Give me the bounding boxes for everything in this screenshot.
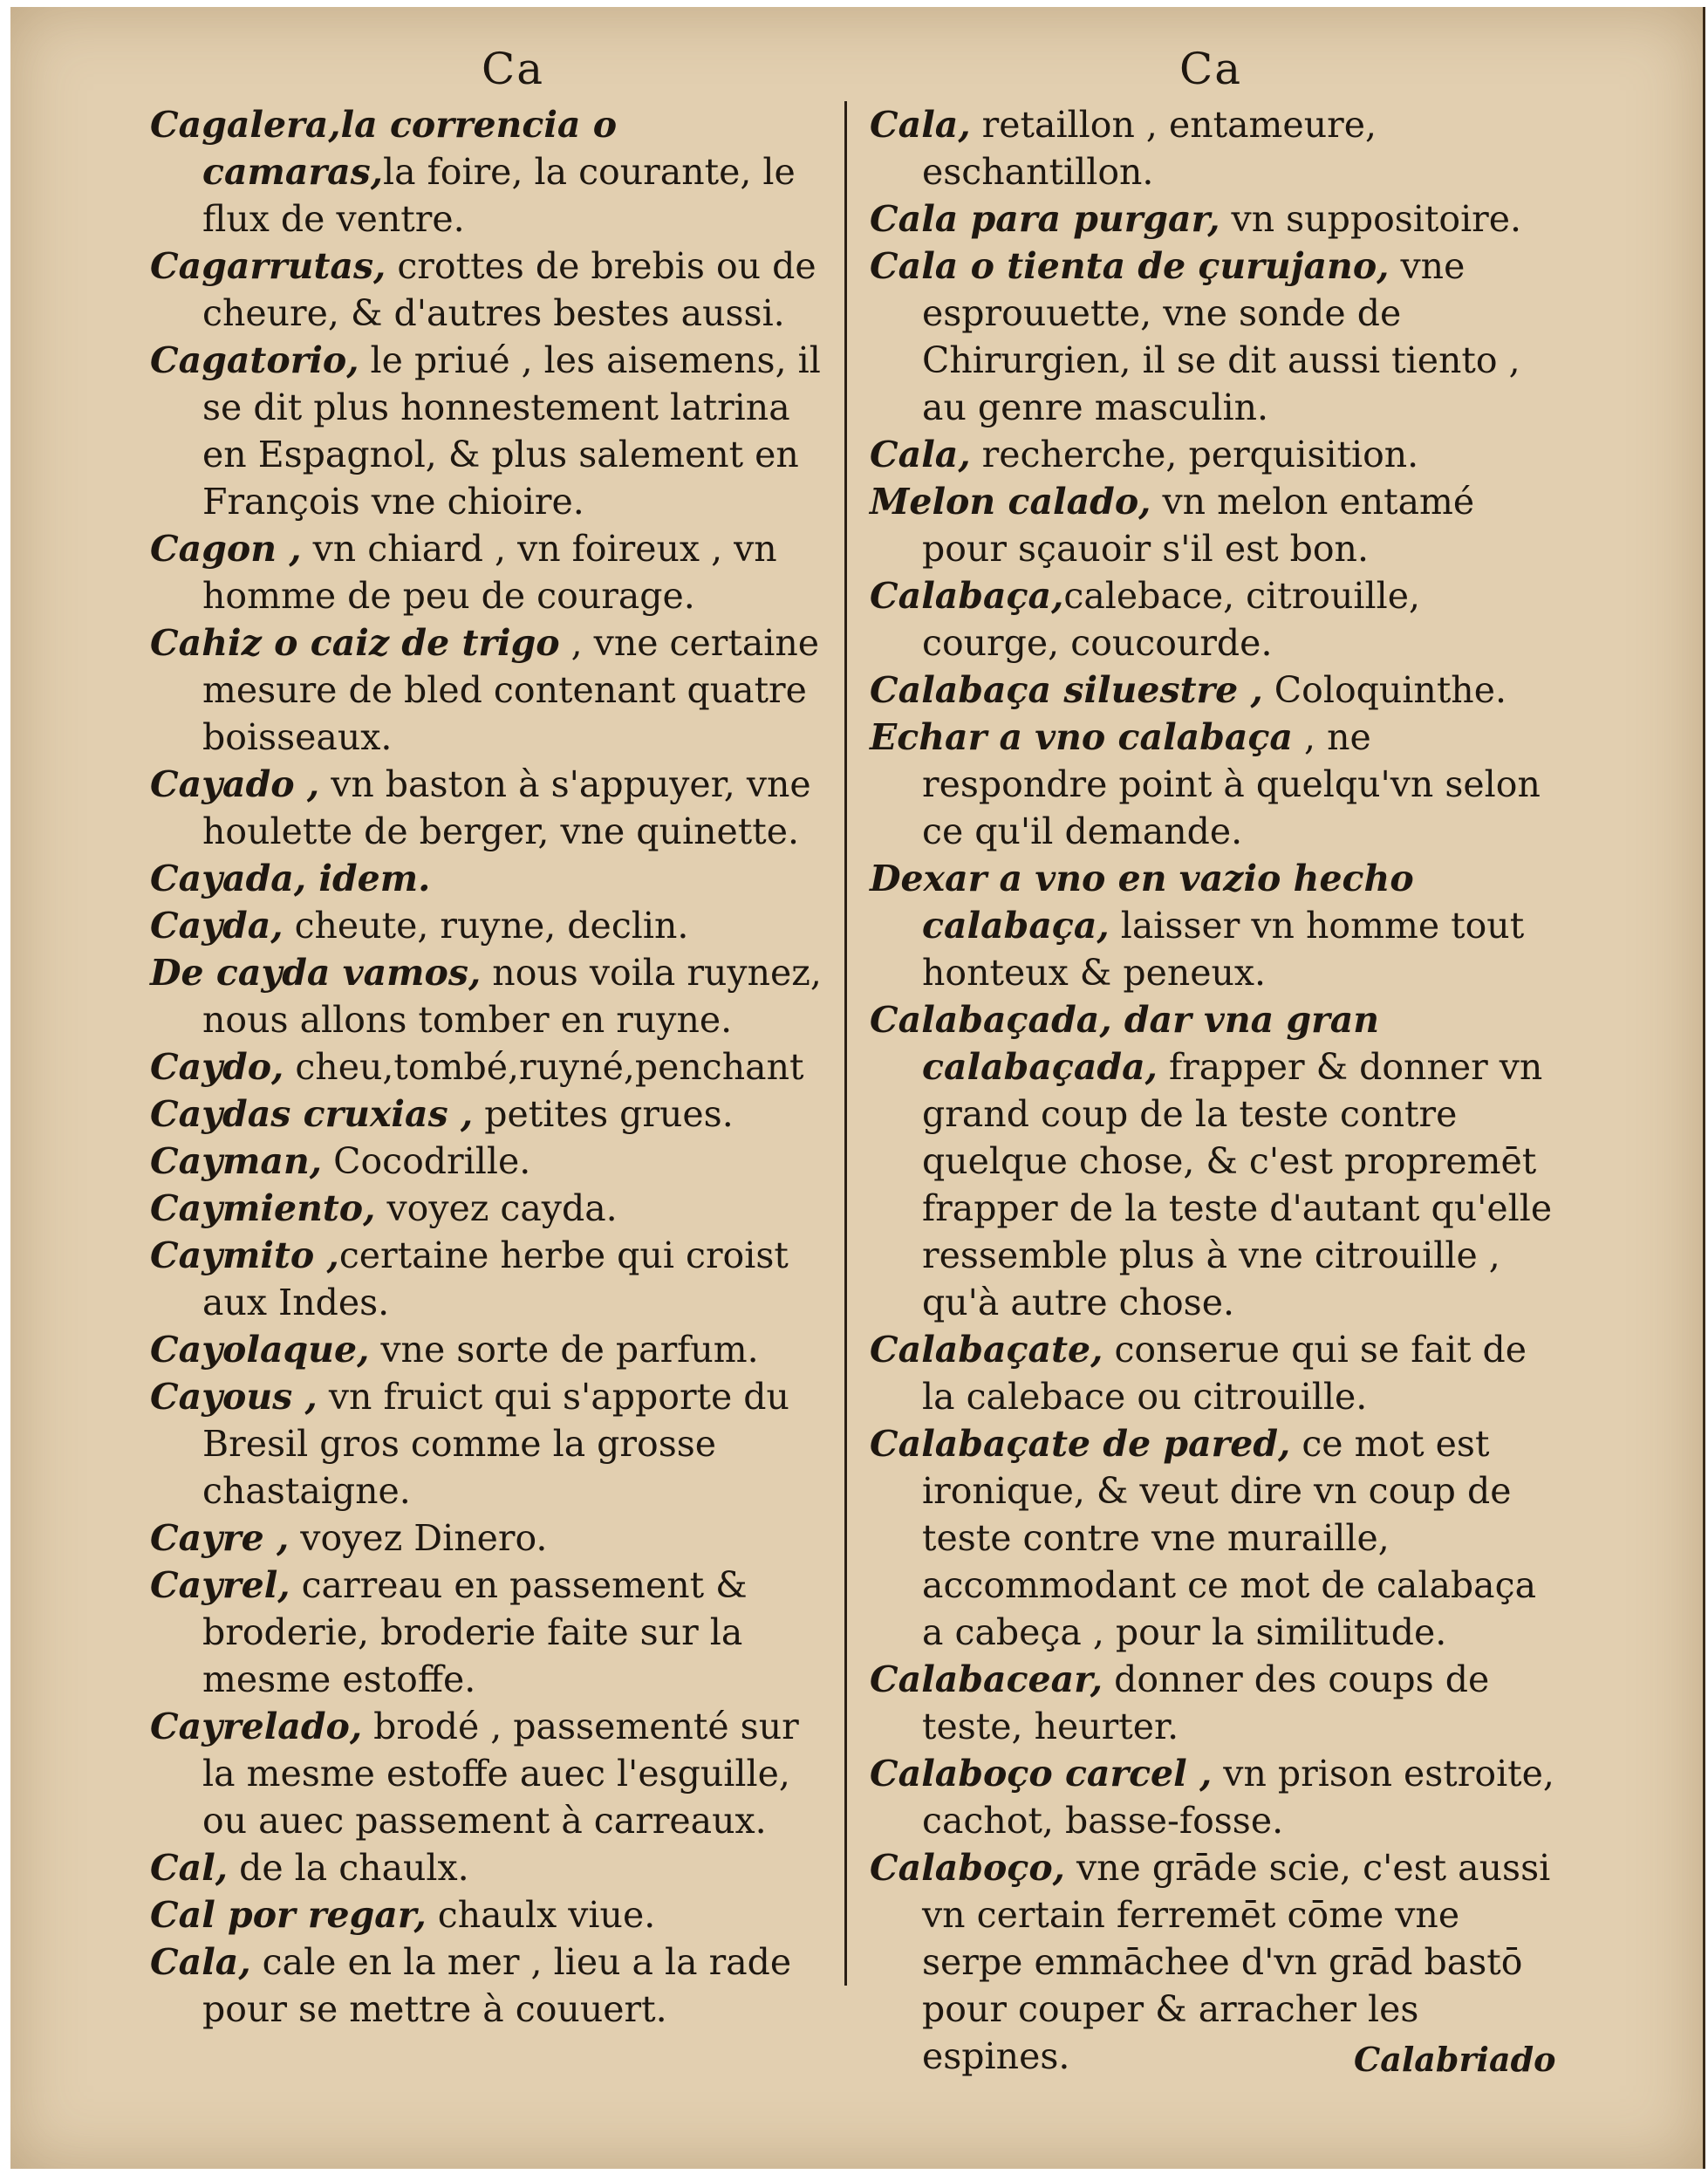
entry [870, 714, 1559, 855]
headword: Caymito , [150, 1234, 339, 1276]
entry [870, 195, 1559, 243]
entry [870, 243, 1559, 431]
entry [870, 855, 1559, 996]
definition: donner des coups de teste, heurter. [922, 1658, 1490, 1747]
headword: Cal, [150, 1847, 229, 1889]
entry [150, 1703, 830, 1844]
headword: Cal por regar, [150, 1894, 427, 1936]
entry [150, 1090, 830, 1138]
headword: Cala, [870, 104, 971, 146]
headword: Melon calado, [870, 481, 1151, 523]
headword: Cayre , [150, 1517, 290, 1559]
headword: Calabaça siluestre , [870, 669, 1263, 711]
headword: Caydo, [150, 1046, 284, 1088]
column-divider [844, 101, 847, 1986]
headword: Cayous , [150, 1376, 318, 1418]
left-running-head: Ca [482, 44, 545, 94]
definition: vne grāde scie, c'est aussi vn certain ferremēt cōme vne serpe emmāchee d'vn grād bastō pour couper & arracher les espines. [922, 1847, 1551, 2077]
headword: Calabaçate de pared, [870, 1423, 1291, 1465]
headword: Cala, [150, 1941, 251, 1983]
entry [870, 1326, 1559, 1420]
entry [150, 1938, 830, 2033]
headword: De cayda vamos, [150, 952, 482, 994]
definition: Cocodrille. [322, 1140, 531, 1182]
entry [150, 1185, 830, 1232]
definition: vn melon entamé pour sçauoir s'il est bon. [922, 481, 1475, 570]
definition: laisser vn homme tout honteux & peneux. [922, 905, 1525, 994]
headword: Cayado , [150, 763, 320, 805]
entry [870, 996, 1559, 1326]
headword: Cayman, [150, 1140, 323, 1182]
entry [150, 1891, 830, 1938]
entry [150, 855, 830, 902]
headword: Cayrelado, [150, 1706, 363, 1747]
definition: voyez Dinero. [289, 1517, 548, 1559]
headword: Cagarrutas, [150, 245, 386, 287]
definition: crottes de brebis ou de cheure, & d'autres bestes aussi. [202, 245, 816, 334]
headword: Cala para purgar, [870, 198, 1220, 240]
entry [150, 525, 830, 619]
headword: Cahiz o caiz de trigo [150, 622, 560, 664]
headword: Cala, [870, 434, 971, 475]
entry [150, 1232, 830, 1326]
definition: Coloquinthe. [1262, 669, 1506, 711]
entry [150, 619, 830, 761]
headword: Cayolaque, [150, 1329, 370, 1371]
page [10, 7, 1705, 2169]
entry [150, 243, 830, 337]
entry [150, 337, 830, 525]
definition: petites grues. [473, 1093, 734, 1135]
entry [150, 949, 830, 1043]
entry [150, 902, 830, 949]
catchword: Calabriado [1354, 2040, 1556, 2079]
definition: la foire, la courante, le flux de ventre. [202, 151, 796, 240]
headword: Cayda, [150, 905, 284, 947]
headword: Cayrel, [150, 1564, 290, 1606]
definition: cheute, ruyne, declin. [283, 905, 689, 947]
headword: Calabaça, [870, 575, 1064, 617]
entry [870, 667, 1559, 714]
definition: brodé , passementé sur la mesme estoffe auec l'esguille, ou auec passement à carreaux. [202, 1706, 799, 1842]
entry [150, 1373, 830, 1514]
headword: Cayada, idem. [150, 858, 431, 899]
definition: vn baston à s'appuyer, vne houlette de berger, vne quinette. [202, 763, 811, 852]
definition: le priué , les aisemens, il se dit plus honnestement latrina en Espagnol, & plus salement en François vne chioire. [202, 339, 821, 523]
definition: vn prison estroite, cachot, basse-fosse. [922, 1753, 1554, 1842]
definition: nous voila ruynez, nous allons tomber en ruyne. [202, 952, 822, 1041]
entry [150, 1326, 830, 1373]
entry [150, 761, 830, 855]
entry [150, 101, 830, 243]
definition: frapper & donner vn grand coup de la teste contre quelque chose, & c'est propremēt frapper de la teste d'autant qu'elle ressemble plus à vne citrouille , qu'à autre chose. [922, 1046, 1553, 1323]
entry [870, 431, 1559, 478]
definition: ce mot est ironique, & veut dire vn coup de teste contre vne muraille, accommodant ce mot de calabaça a cabeça , pour la similitude. [922, 1423, 1537, 1653]
headword: Calaboço, [870, 1847, 1065, 1889]
entry [150, 1043, 830, 1090]
entry [870, 1420, 1559, 1656]
definition: , vne certaine mesure de bled contenant quatre boisseaux. [202, 622, 820, 758]
entry [150, 1514, 830, 1562]
definition: retaillon , entameure, eschantillon. [922, 104, 1377, 193]
headword: Cala o tienta de çurujano, [870, 245, 1390, 287]
entry [870, 101, 1559, 195]
headword: Caymiento, [150, 1187, 376, 1229]
headword: Calabaçada, dar vna gran calabaçada, [870, 999, 1380, 1088]
entry [870, 572, 1559, 667]
definition: chaulx viue. [426, 1894, 656, 1936]
definition: voyez cayda. [375, 1187, 618, 1229]
headword: Caydas cruxias , [150, 1093, 474, 1135]
headword: Calaboço carcel , [870, 1753, 1213, 1795]
headword: Cagon , [150, 528, 302, 570]
definition: vne sorte de parfum. [369, 1329, 759, 1371]
headword: Cagatorio, [150, 339, 359, 381]
definition: vn fruict qui s'apporte du Bresil gros comme la grosse chastaigne. [202, 1376, 789, 1512]
entry [870, 1750, 1559, 1844]
right-column [870, 101, 1559, 2080]
definition: certaine herbe qui croist aux Indes. [202, 1234, 789, 1323]
left-column [150, 101, 830, 2033]
entry [150, 1844, 830, 1891]
definition: conserue qui se fait de la calebace ou citrouille. [922, 1329, 1527, 1418]
headword: Calabaçate, [870, 1329, 1103, 1371]
definition: carreau en passement & broderie, broderie faite sur la mesme estoffe. [202, 1564, 748, 1700]
right-running-head: Ca [1179, 44, 1243, 94]
definition: vn suppositoire. [1220, 198, 1522, 240]
definition: recherche, perquisition. [970, 434, 1419, 475]
definition: calebace, citrouille, courge, coucourde. [922, 575, 1421, 664]
headword: Echar a vno calabaça [870, 716, 1293, 758]
definition: cale en la mer , lieu a la rade pour se mettre à couuert. [202, 1941, 792, 2030]
definition: cheu,tombé,ruyné,penchant [284, 1046, 804, 1088]
entry [150, 1138, 830, 1185]
entry [870, 478, 1559, 572]
headword: Calabacear, [870, 1658, 1103, 1700]
definition: de la chaulx. [228, 1847, 469, 1889]
definition: vn chiard , vn foireux , vn homme de peu de courage. [202, 528, 777, 617]
entry [870, 1656, 1559, 1750]
headword: Cagalera,la correncia o camaras, [150, 104, 618, 193]
entry [150, 1562, 830, 1703]
definition: , ne respondre point à quelqu'vn selon ce qu'il demande. [922, 716, 1541, 852]
headword: Dexar a vno en vazio hecho calabaça, [870, 858, 1414, 947]
definition: vne esprouuette, vne sonde de Chirurgien, il se dit aussi tiento , au genre masculin. [922, 245, 1520, 428]
